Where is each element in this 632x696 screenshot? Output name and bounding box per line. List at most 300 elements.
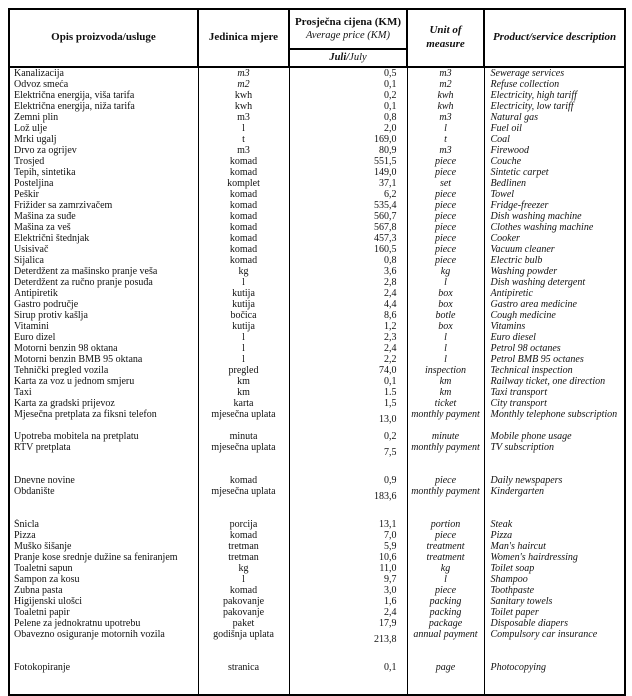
- cell-unit-en: box: [407, 299, 484, 310]
- cell-bs: Motorni benzin 98 oktana: [9, 343, 198, 354]
- cell-unit-en: m3: [407, 145, 484, 156]
- cell-unit: godišnja uplata: [198, 629, 289, 651]
- header-product-bs: Opis proizvoda/usluge: [9, 9, 198, 67]
- header-period: [289, 49, 407, 67]
- cell-unit-en: piece: [407, 167, 484, 178]
- cell-unit-en: l: [407, 277, 484, 288]
- cell-unit-en: piece: [407, 189, 484, 200]
- spacer-cell: [407, 651, 484, 662]
- table-row: [9, 178, 625, 189]
- cell-en: Euro diesel: [484, 332, 625, 343]
- cell-unit: tretman: [198, 552, 289, 563]
- cell-price: 74,0: [289, 365, 407, 376]
- cell-bs: Kanalizacija: [9, 67, 198, 79]
- cell-price: 13,0: [289, 409, 407, 431]
- table-row: [9, 255, 625, 266]
- cell-en: Kindergarten: [484, 486, 625, 508]
- cell-en: Toilet paper: [484, 607, 625, 618]
- cell-unit: mjesečna uplata: [198, 442, 289, 464]
- cell-price: 2,3: [289, 332, 407, 343]
- table-row: [9, 332, 625, 343]
- cell-price: 0,2: [289, 431, 407, 442]
- table-row: [9, 552, 625, 563]
- table-row: [9, 596, 625, 607]
- cell-unit: l: [198, 123, 289, 134]
- cell-bs: Električna energija, niža tarifa: [9, 101, 198, 112]
- cell-price: 1,6: [289, 596, 407, 607]
- cell-price: 0,1: [289, 101, 407, 112]
- header-unit-en: Unit of measure: [407, 9, 484, 67]
- cell-en: Antipiretic: [484, 288, 625, 299]
- cell-bs: Obdanište: [9, 486, 198, 508]
- header-period-bs: Juli/: [329, 52, 350, 63]
- cell-unit: pakovanje: [198, 596, 289, 607]
- cell-unit: komad: [198, 189, 289, 200]
- header-price-main: Prosječna cijena (KM): [294, 15, 402, 28]
- table-row: [9, 156, 625, 167]
- cell-unit: komad: [198, 156, 289, 167]
- cell-en: Electricity, high tariff: [484, 90, 625, 101]
- cell-en: Towel: [484, 189, 625, 200]
- cell-en: Shampoo: [484, 574, 625, 585]
- cell-price: 2,8: [289, 277, 407, 288]
- table-row: [9, 134, 625, 145]
- cell-unit-en: set: [407, 178, 484, 189]
- table-row: [9, 233, 625, 244]
- table-row: [9, 299, 625, 310]
- spacer-cell: [198, 673, 289, 695]
- cell-en: Mobile phone usage: [484, 431, 625, 442]
- cell-price: 17,9: [289, 618, 407, 629]
- cell-price: 3,6: [289, 266, 407, 277]
- cell-unit: m3: [198, 67, 289, 79]
- cell-bs: Peškir: [9, 189, 198, 200]
- cell-en: Sintetic carpet: [484, 167, 625, 178]
- spacer-row: [9, 673, 625, 695]
- cell-unit-en: page: [407, 662, 484, 673]
- table-body: [9, 67, 625, 695]
- table-row: [9, 222, 625, 233]
- cell-unit: kwh: [198, 90, 289, 101]
- table-row: [9, 475, 625, 486]
- spacer-cell: [484, 508, 625, 519]
- cell-en: Disposable diapers: [484, 618, 625, 629]
- cell-unit: komad: [198, 167, 289, 178]
- cell-en: Cooker: [484, 233, 625, 244]
- cell-unit-en: treatment: [407, 552, 484, 563]
- cell-bs: Šnicla: [9, 519, 198, 530]
- cell-bs: Fotokopiranje: [9, 662, 198, 673]
- table-row: [9, 343, 625, 354]
- cell-price: 0,2: [289, 90, 407, 101]
- spacer-cell: [484, 651, 625, 662]
- table-row: [9, 67, 625, 79]
- cell-unit: kutija: [198, 321, 289, 332]
- table-row: [9, 442, 625, 464]
- cell-en: Couche: [484, 156, 625, 167]
- cell-bs: RTV pretplata: [9, 442, 198, 464]
- cell-unit: paket: [198, 618, 289, 629]
- cell-unit: komad: [198, 475, 289, 486]
- cell-unit: kg: [198, 563, 289, 574]
- cell-bs: Šampon za kosu: [9, 574, 198, 585]
- cell-bs: Taxi: [9, 387, 198, 398]
- table-row: [9, 244, 625, 255]
- spacer-cell: [9, 651, 198, 662]
- cell-unit-en: piece: [407, 255, 484, 266]
- header-unit-bs: Jedinica mjere: [198, 9, 289, 67]
- cell-unit-en: piece: [407, 200, 484, 211]
- cell-price: 4,4: [289, 299, 407, 310]
- cell-unit-en: annual payment: [407, 629, 484, 651]
- table-row: [9, 266, 625, 277]
- cell-bs: Frižider sa zamrzivačem: [9, 200, 198, 211]
- cell-price: 560,7: [289, 211, 407, 222]
- cell-bs: Trosjed: [9, 156, 198, 167]
- cell-unit-en: m3: [407, 112, 484, 123]
- cell-bs: Obavezno osiguranje motornih vozila: [9, 629, 198, 651]
- table-row: [9, 662, 625, 673]
- spacer-row: [9, 508, 625, 519]
- table-row: [9, 211, 625, 222]
- cell-unit: komad: [198, 244, 289, 255]
- table-row: [9, 145, 625, 156]
- table-row: [9, 167, 625, 178]
- table-row: [9, 618, 625, 629]
- cell-price: 169,0: [289, 134, 407, 145]
- cell-price: 0,1: [289, 376, 407, 387]
- table-row: [9, 288, 625, 299]
- cell-bs: Električni štednjak: [9, 233, 198, 244]
- cell-price: 1,2: [289, 321, 407, 332]
- spacer-cell: [289, 508, 407, 519]
- cell-bs: Antipiretik: [9, 288, 198, 299]
- header-product-en: Product/service description: [484, 9, 625, 67]
- spacer-cell: [198, 464, 289, 475]
- cell-unit: kg: [198, 266, 289, 277]
- cell-en: Dish washing detergent: [484, 277, 625, 288]
- cell-price: 1,5: [289, 398, 407, 409]
- cell-price: 183,6: [289, 486, 407, 508]
- cell-unit: stranica: [198, 662, 289, 673]
- cell-en: Steak: [484, 519, 625, 530]
- cell-en: Toilet soap: [484, 563, 625, 574]
- table-row: [9, 200, 625, 211]
- table-row: [9, 354, 625, 365]
- cell-bs: Zemni plin: [9, 112, 198, 123]
- cell-price: 6,2: [289, 189, 407, 200]
- cell-bs: Gastro područje: [9, 299, 198, 310]
- cell-unit-en: l: [407, 574, 484, 585]
- cell-unit-en: piece: [407, 475, 484, 486]
- cell-unit: bočica: [198, 310, 289, 321]
- header-period-en: July: [349, 52, 367, 63]
- cell-unit: karta: [198, 398, 289, 409]
- cell-en: Taxi transport: [484, 387, 625, 398]
- cell-unit-en: monthly payment: [407, 409, 484, 431]
- cell-en: Toothpaste: [484, 585, 625, 596]
- cell-price: 149,0: [289, 167, 407, 178]
- cell-bs: Drvo za ogrijev: [9, 145, 198, 156]
- cell-price: 13,1: [289, 519, 407, 530]
- table-row: [9, 530, 625, 541]
- cell-unit: komad: [198, 211, 289, 222]
- cell-en: Petrol 98 octanes: [484, 343, 625, 354]
- cell-unit-en: m3: [407, 67, 484, 79]
- cell-en: Women's hairdressing: [484, 552, 625, 563]
- cell-price: 0,8: [289, 112, 407, 123]
- spacer-cell: [198, 651, 289, 662]
- table-row: [9, 376, 625, 387]
- cell-unit: tretman: [198, 541, 289, 552]
- spacer-cell: [484, 673, 625, 695]
- table-row: [9, 123, 625, 134]
- cell-price: 3,0: [289, 585, 407, 596]
- cell-bs: Toaletni papir: [9, 607, 198, 618]
- cell-bs: Upotreba mobitela na pretplatu: [9, 431, 198, 442]
- cell-unit-en: t: [407, 134, 484, 145]
- cell-unit: pregled: [198, 365, 289, 376]
- cell-price: 0,9: [289, 475, 407, 486]
- table-row: [9, 585, 625, 596]
- cell-unit-en: ticket: [407, 398, 484, 409]
- table-row: [9, 101, 625, 112]
- cell-unit: km: [198, 376, 289, 387]
- header-price-sub: Average price (KM): [306, 30, 390, 42]
- cell-en: Washing powder: [484, 266, 625, 277]
- cell-price: 7,5: [289, 442, 407, 464]
- cell-price: 11,0: [289, 563, 407, 574]
- cell-en: Compulsory car insurance: [484, 629, 625, 651]
- cell-price: 5,9: [289, 541, 407, 552]
- cell-price: 8,6: [289, 310, 407, 321]
- cell-bs: Motorni benzin BMB 95 oktana: [9, 354, 198, 365]
- cell-unit-en: piece: [407, 585, 484, 596]
- cell-unit: m3: [198, 112, 289, 123]
- cell-unit: m3: [198, 145, 289, 156]
- cell-bs: Sirup protiv kašlja: [9, 310, 198, 321]
- cell-price: 2,2: [289, 354, 407, 365]
- cell-unit-en: l: [407, 343, 484, 354]
- cell-unit-en: box: [407, 288, 484, 299]
- cell-unit: porcija: [198, 519, 289, 530]
- cell-unit: l: [198, 343, 289, 354]
- spacer-cell: [407, 464, 484, 475]
- table-row: [9, 607, 625, 618]
- table-row: [9, 112, 625, 123]
- cell-price: 213,8: [289, 629, 407, 651]
- cell-unit-en: km: [407, 376, 484, 387]
- cell-unit-en: packing: [407, 607, 484, 618]
- cell-bs: Tepih, sintetika: [9, 167, 198, 178]
- cell-price: 551,5: [289, 156, 407, 167]
- cell-unit: komad: [198, 222, 289, 233]
- cell-unit: l: [198, 574, 289, 585]
- cell-unit: komad: [198, 530, 289, 541]
- spacer-cell: [9, 673, 198, 695]
- table-row: [9, 519, 625, 530]
- spacer-row: [9, 464, 625, 475]
- cell-en: Photocopying: [484, 662, 625, 673]
- spacer-cell: [407, 673, 484, 695]
- cell-unit: km: [198, 387, 289, 398]
- cell-bs: Mjesečna pretplata za fiksni telefon: [9, 409, 198, 431]
- cell-unit-en: packing: [407, 596, 484, 607]
- cell-en: Fridge-freezer: [484, 200, 625, 211]
- cell-unit-en: piece: [407, 244, 484, 255]
- cell-price: 2,0: [289, 123, 407, 134]
- table-row: [9, 574, 625, 585]
- cell-unit: komad: [198, 233, 289, 244]
- cell-bs: Vitamini: [9, 321, 198, 332]
- spacer-cell: [289, 464, 407, 475]
- cell-unit: mjesečna uplata: [198, 486, 289, 508]
- cell-unit: kutija: [198, 299, 289, 310]
- cell-bs: Pizza: [9, 530, 198, 541]
- table-row: [9, 387, 625, 398]
- cell-en: Firewood: [484, 145, 625, 156]
- cell-unit-en: kg: [407, 563, 484, 574]
- cell-en: Sanitary towels: [484, 596, 625, 607]
- cell-price: 7,0: [289, 530, 407, 541]
- spacer-cell: [289, 673, 407, 695]
- cell-en: Technical inspection: [484, 365, 625, 376]
- table-row: [9, 541, 625, 552]
- cell-unit-en: l: [407, 354, 484, 365]
- cell-en: Pizza: [484, 530, 625, 541]
- cell-unit-en: piece: [407, 156, 484, 167]
- cell-unit: t: [198, 134, 289, 145]
- cell-bs: Pranje kose srednje dužine sa feniranjem: [9, 552, 198, 563]
- cell-bs: Deterdžent za mašinsko pranje veša: [9, 266, 198, 277]
- cell-bs: Električna energija, viša tarifa: [9, 90, 198, 101]
- cell-unit-en: minute: [407, 431, 484, 442]
- cell-price: 0,1: [289, 79, 407, 90]
- cell-en: Bedlinen: [484, 178, 625, 189]
- cell-price: 0,5: [289, 67, 407, 79]
- table-row: [9, 90, 625, 101]
- cell-unit-en: box: [407, 321, 484, 332]
- cell-price: 80,9: [289, 145, 407, 156]
- cell-unit-en: m2: [407, 79, 484, 90]
- cell-bs: Dnevne novine: [9, 475, 198, 486]
- cell-price: 567,8: [289, 222, 407, 233]
- cell-unit: komplet: [198, 178, 289, 189]
- cell-bs: Zubna pasta: [9, 585, 198, 596]
- cell-en: Fuel oil: [484, 123, 625, 134]
- table-row: [9, 629, 625, 651]
- spacer-cell: [198, 508, 289, 519]
- spacer-cell: [9, 508, 198, 519]
- cell-unit: pakovanje: [198, 607, 289, 618]
- table-row: [9, 365, 625, 376]
- cell-unit-en: piece: [407, 211, 484, 222]
- cell-bs: Usisivač: [9, 244, 198, 255]
- cell-en: Daily newspapers: [484, 475, 625, 486]
- cell-bs: Mašina za suđe: [9, 211, 198, 222]
- table-row: [9, 277, 625, 288]
- cell-en: Coal: [484, 134, 625, 145]
- cell-price: 160,5: [289, 244, 407, 255]
- cell-en: Cough medicine: [484, 310, 625, 321]
- cell-unit-en: piece: [407, 233, 484, 244]
- cell-en: Natural gas: [484, 112, 625, 123]
- cell-bs: Higijenski ulošci: [9, 596, 198, 607]
- cell-en: Refuse collection: [484, 79, 625, 90]
- table-row: [9, 310, 625, 321]
- table-row: [9, 79, 625, 90]
- cell-unit: komad: [198, 255, 289, 266]
- cell-unit: l: [198, 277, 289, 288]
- cell-unit: komad: [198, 200, 289, 211]
- cell-bs: Mrki ugalj: [9, 134, 198, 145]
- cell-price: 2,4: [289, 343, 407, 354]
- cell-bs: Muško šišanje: [9, 541, 198, 552]
- spacer-cell: [289, 651, 407, 662]
- cell-en: City transport: [484, 398, 625, 409]
- spacer-cell: [484, 464, 625, 475]
- cell-unit: l: [198, 354, 289, 365]
- cell-price: 1.5: [289, 387, 407, 398]
- cell-unit-en: treatment: [407, 541, 484, 552]
- table-row: [9, 486, 625, 508]
- cell-bs: Deterdžent za ručno pranje posuđa: [9, 277, 198, 288]
- cell-unit: mjesečna uplata: [198, 409, 289, 431]
- cell-price: 10,6: [289, 552, 407, 563]
- table-row: [9, 189, 625, 200]
- cell-en: Man's haircut: [484, 541, 625, 552]
- cell-en: Dish washing machine: [484, 211, 625, 222]
- cell-unit-en: monthly payment: [407, 486, 484, 508]
- cell-bs: Odvoz smeća: [9, 79, 198, 90]
- cell-unit-en: l: [407, 332, 484, 343]
- cell-price: 9,7: [289, 574, 407, 585]
- cell-price: 2,4: [289, 607, 407, 618]
- cell-unit-en: inspection: [407, 365, 484, 376]
- table-row: [9, 409, 625, 431]
- cell-en: Sewerage services: [484, 67, 625, 79]
- cell-en: Petrol BMB 95 octanes: [484, 354, 625, 365]
- cell-unit: l: [198, 332, 289, 343]
- spacer-cell: [9, 464, 198, 475]
- cell-unit-en: piece: [407, 530, 484, 541]
- cell-price: 457,3: [289, 233, 407, 244]
- cell-bs: Lož ulje: [9, 123, 198, 134]
- table-row: [9, 431, 625, 442]
- cell-en: Vitamins: [484, 321, 625, 332]
- cell-bs: Euro dizel: [9, 332, 198, 343]
- cell-en: Electric bulb: [484, 255, 625, 266]
- cell-unit-en: l: [407, 123, 484, 134]
- cell-en: TV subscription: [484, 442, 625, 464]
- cell-unit-en: kwh: [407, 90, 484, 101]
- cell-en: Railway ticket, one direction: [484, 376, 625, 387]
- cell-price: 0,8: [289, 255, 407, 266]
- cell-en: Electricity, low tariff: [484, 101, 625, 112]
- cell-unit-en: package: [407, 618, 484, 629]
- cell-unit: kwh: [198, 101, 289, 112]
- cell-en: Gastro area medicine: [484, 299, 625, 310]
- average-prices-table: [8, 8, 626, 696]
- cell-bs: Mašina za veš: [9, 222, 198, 233]
- cell-bs: Karta za gradski prijevoz: [9, 398, 198, 409]
- cell-bs: Karta za voz u jednom smjeru: [9, 376, 198, 387]
- cell-price: 2,4: [289, 288, 407, 299]
- cell-bs: Toaletni sapun: [9, 563, 198, 574]
- cell-unit: m2: [198, 79, 289, 90]
- header-price: [289, 9, 407, 49]
- cell-unit-en: portion: [407, 519, 484, 530]
